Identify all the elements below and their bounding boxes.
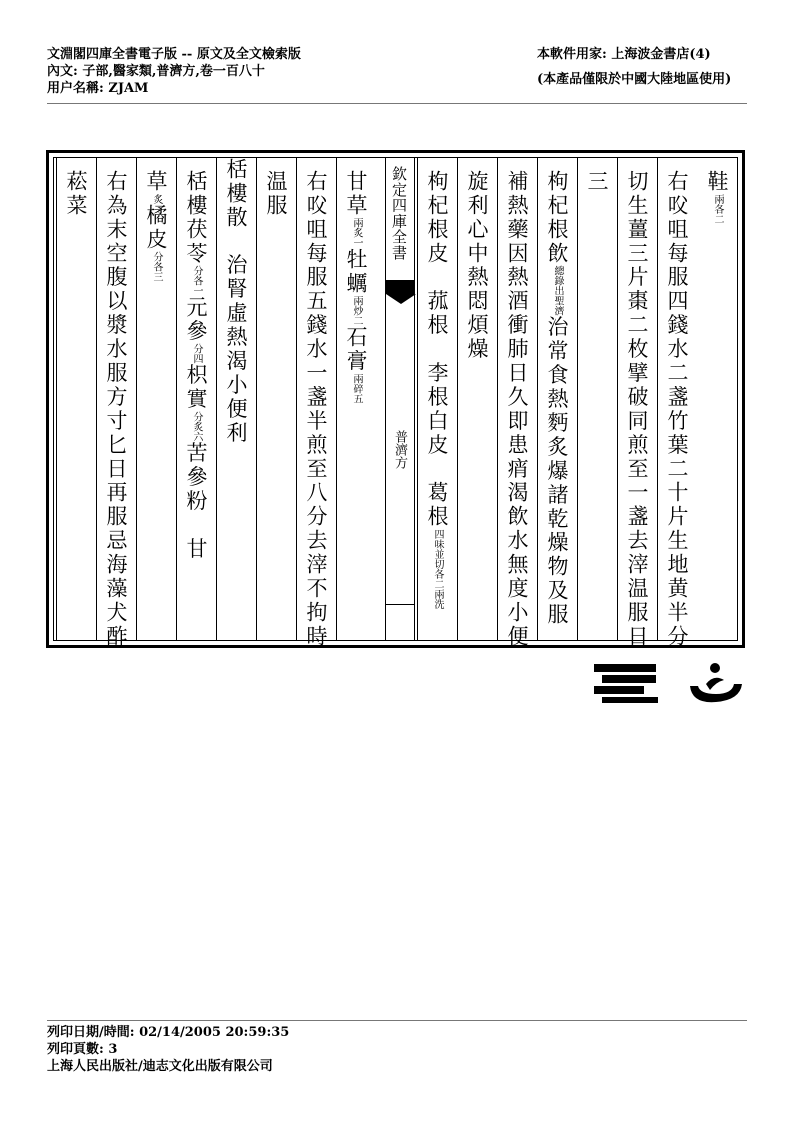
- column-text: 補熱藥因熱酒衝肺日久即患痟渴飲水無度小便: [505, 170, 529, 649]
- column-note: 兩碎五: [351, 373, 362, 404]
- text-column-16: [56, 158, 96, 640]
- text-column-7: [457, 158, 497, 640]
- column-text-tail: 橘皮: [144, 203, 168, 252]
- column-note: 分四: [191, 343, 202, 364]
- column-text-tail: 元參: [184, 295, 208, 344]
- spine-book-title: 普濟方: [392, 430, 407, 469]
- text-column-3: [617, 158, 657, 649]
- text-frame: [46, 150, 745, 648]
- text-column-13: [176, 158, 216, 640]
- column-note: 分炙六: [191, 411, 202, 442]
- header-username: 用户名稱: ZJAM: [47, 81, 149, 96]
- print-datetime: 列印日期/時間: 02/14/2005 20:59:35: [47, 1025, 290, 1040]
- column-text: 菘菜: [64, 170, 88, 218]
- text-column-2: [657, 158, 697, 649]
- text-grid: [53, 157, 738, 649]
- license-user: 本軟件用家: 上海波金書店(4): [537, 47, 711, 62]
- column-text: 枸杞根皮 菰根 李根白皮 葛根: [425, 170, 449, 530]
- book-spine: [385, 158, 415, 640]
- column-note: 總錄出聖濟: [552, 265, 563, 316]
- text-column-1: [697, 158, 737, 640]
- text-column-11: [256, 158, 296, 640]
- column-text-tail: 牡蠣: [344, 247, 368, 296]
- column-text: 三: [585, 170, 609, 194]
- column-text-tail: 苦參粉 甘: [184, 441, 208, 562]
- publisher-credit: 上海人民出版社/迪志文化出版有限公司: [47, 1059, 273, 1074]
- text-column-12: [216, 158, 256, 640]
- text-column-4: [577, 158, 617, 640]
- column-text: 鞋: [705, 170, 729, 194]
- column-text-tail: 茯苓: [184, 217, 208, 266]
- document-footer: [47, 1024, 289, 1075]
- column-text-tail: 石膏: [344, 325, 368, 374]
- text-column-5: [537, 158, 577, 640]
- column-text: 旋利心中熱悶煩燥: [465, 170, 489, 362]
- text-column-10: [296, 158, 336, 649]
- column-text: 枸杞根飲: [545, 170, 569, 266]
- text-column-9: [336, 158, 376, 640]
- spine-divider: [386, 604, 414, 605]
- column-note: 炙: [151, 193, 162, 204]
- column-text-tail: 枳實: [184, 363, 208, 412]
- publisher-logo: [594, 660, 744, 705]
- column-text: 右㕮咀每服四錢水二盞竹葉二十片生地黄半分: [665, 170, 689, 649]
- header-content-path: 內文: 子部,醫家類,普濟方,卷一百八十: [47, 64, 265, 79]
- license-info: [537, 46, 731, 88]
- text-column-15: [96, 158, 136, 649]
- column-note: 分各三: [151, 251, 162, 282]
- column-note: 兩炙一: [351, 217, 362, 248]
- column-text: 草: [144, 170, 168, 194]
- column-text: 栝樓: [184, 170, 208, 218]
- text-column-14: [136, 158, 176, 640]
- header-title: 文淵閣四庫全書電子版 -- 原文及全文檢索版: [47, 47, 301, 62]
- header-divider: [47, 103, 747, 104]
- print-page-count: 列印頁數: 3: [47, 1042, 118, 1057]
- column-text: 栝樓散 治腎虛熱渴小便利: [224, 158, 248, 446]
- footer-divider: [47, 1020, 747, 1021]
- column-text: 甘草: [344, 170, 368, 218]
- column-text: 温服: [264, 170, 288, 218]
- license-region: (本產品僅限於中國大陸地區使用): [537, 72, 732, 87]
- spine-collection-title: 欽定四庫全書: [390, 166, 408, 261]
- text-column-6: [497, 158, 537, 649]
- document-header: [47, 46, 301, 97]
- column-text: 右㕮咀每服五錢水一盞半煎至八分去滓不拘時: [304, 170, 328, 649]
- column-text: 切生薑三片棗二枚擘破同煎至一盞去滓温服日: [625, 170, 649, 649]
- column-note: 兩各二: [712, 193, 723, 224]
- fishtail-mark: [386, 280, 414, 294]
- column-text: 右為末空腹以漿水服方寸匕日再服忌海藻犬酢: [104, 170, 128, 649]
- text-column-8: [417, 158, 457, 640]
- column-note: 四味並切各二兩洗: [432, 529, 443, 610]
- column-note: 分各一: [191, 265, 202, 296]
- column-text-tail: 治常食熱麪炙爆諸乾燥物及服: [545, 315, 569, 627]
- column-note: 兩炒二: [351, 295, 362, 326]
